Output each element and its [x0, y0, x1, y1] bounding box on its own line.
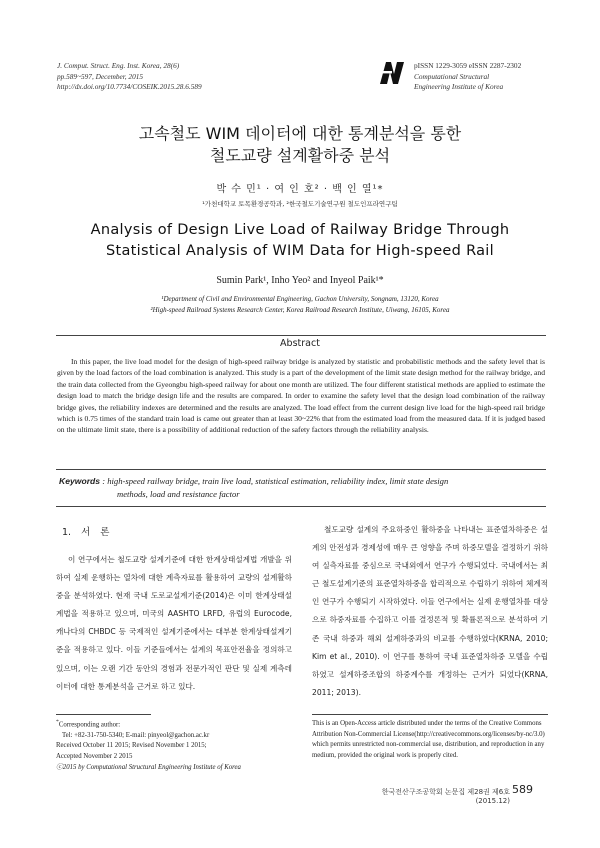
- footnote-rule-left: [56, 714, 151, 715]
- english-authors: Sumin Park¹, Inho Yeo² and Inyeol Paik¹*: [216, 275, 384, 286]
- page-number: 589: [512, 783, 533, 796]
- footnote-rule-right: [312, 714, 548, 715]
- body-paragraph-1: 이 연구에서는 철도교량 설계기준에 대한 한계상태설계법 개발을 위하여 실제 운행하는 열차에 대한 계측자료를 활용하여 교량의 설계활하중을 분석하였다. 현재 국내 도로교설계기준(2014)은 이미 한계상태설계법을 적용하고 있으며, 미국의 AASHTO LRFD, 유럽의 Eurocode, 캐나다의 CHBDC 등 국제적인 설계기준에서는 대부분 한계상태설계기준을 적용하고 있다. 이들 기준들에서는 설계의 목표안전율을 정의하고 있으며, 이는 오랜 기간 동안의 경험과 전문가적인 판단 및 실제 계측데이터에 대한 통계분석을 근거로 하고 있다.: [56, 555, 292, 691]
- journal-header-left: [57, 61, 202, 93]
- society-name-1: Computational Structural: [414, 71, 490, 81]
- body-column-right: [312, 521, 548, 702]
- footnote-left: *Corresponding author: Tel: +82-31-750-5340; E-mail: pinyeol@gachon.ac.kr Received October 11 2015; Revised November 1 2015; Accepted November 2 2015 ⓒ2015 by Computational Structural Engineering Institute of Korea: [56, 717, 296, 773]
- korean-title-line1: 고속철도 WIM 데이터에 대한 통계분석을 통한: [138, 124, 462, 143]
- body-column-left: [56, 551, 292, 696]
- copyright: ⓒ2015 by Computational Structural Engineering Institute of Korea: [56, 763, 241, 771]
- english-affiliation-1: ¹Department of Civil and Environmental Engineering, Gachon University, Songnam, 13120, Korea: [161, 295, 439, 303]
- journal-header-right: [414, 61, 521, 93]
- english-title-line1: Analysis of Design Live Load of Railway Bridge Through: [90, 222, 510, 238]
- cosek-logo-icon: [378, 60, 406, 86]
- abstract-top-rule: [56, 335, 546, 336]
- korean-affiliation: ¹가천대학교 토목환경공학과, ²한국철도기술연구원 철도인프라연구팀: [202, 200, 398, 208]
- abstract-bottom-rule: [56, 469, 546, 470]
- section-title-char2: 론: [100, 527, 110, 538]
- received-date: Received October 11 2015; Revised November 1 2015;: [56, 742, 207, 750]
- korean-title-line2: 철도교량 설계활하중 분석: [209, 146, 391, 165]
- accepted-date: Accepted November 2 2015: [56, 753, 133, 761]
- journal-pages: pp.589~597, December, 2015: [57, 71, 144, 81]
- corresponding-author-label: Corresponding author:: [58, 721, 121, 729]
- abstract-text: In this paper, the live load model for the design of high-speed railway bridge is analyzed by statistic and probabilistic methods and the safety level that is given by the load factors of the load combination is analyzed. This study is a part of the development of the limit state design method for the railway bridge, and the train data collected from the Gyeongbu high-speed railway for about one month are utilized. The four different statistical methods are applied to estimate the design load to match the bridge design life and the results are compared. In order to examine the safety level that the design load combination of the railway bridge gives, the reliability indexes are determined and the results are analyzed. The load effect from the current design live load for the high-speed rail bridge which is 0.75 times of the standard train load is came out greater than at least 30~22% that from the estimated load from the measured data. If it is judged based on the ultimate limit state, there is a possibility of additional reduction of the safety factors through the reliability analysis.: [57, 357, 545, 435]
- korean-authors: 박 수 민¹ · 여 인 호² · 백 인 열¹*: [216, 184, 384, 195]
- english-affiliation-2: ²High-speed Railroad Systems Research Center, Korea Railroad Research Institute, Uiwang, 16105, Korea: [150, 306, 450, 314]
- open-access-notice: This is an Open-Access article distributed under the terms of the Creative Commons Attribution Non-Commercial License(http://creativecommons.org/licenses/by-nc/3.0) which permits unrestricted non-commercial use, distribution, and reproduction in any medium, provided the original work is properly cited.: [312, 720, 545, 759]
- society-name-2: Engineering Institute of Korea: [414, 82, 504, 91]
- section-title-char1: 서: [81, 527, 91, 538]
- keywords-line2: methods, load and resistance factor: [117, 489, 240, 499]
- contact-info: Tel: +82-31-750-5340; E-mail: pinyeol@gachon.ac.kr: [62, 731, 210, 739]
- section-heading-introduction: [62, 524, 109, 538]
- english-title-line2: Statistical Analysis of WIM Data for High-speed Rail: [106, 243, 494, 259]
- issn: pISSN 1229-3059 eISSN 2287-2302: [414, 61, 522, 70]
- keywords-line1: : high-speed railway bridge, train live load, statistical estimation, reliability index, limit state design: [100, 476, 449, 486]
- keywords-label: Keywords: [59, 476, 101, 486]
- section-number: 1.: [62, 527, 72, 538]
- abstract-heading: Abstract: [280, 338, 320, 349]
- doi-link[interactable]: http://dx.doi.org/10.7734/COSEIK.2015.28.6.589: [57, 82, 202, 91]
- keywords-bottom-rule: [56, 506, 546, 507]
- journal-citation: J. Comput. Struct. Eng. Inst. Korea, 28(6): [57, 61, 180, 70]
- body-paragraph-2: 철도교량 설계의 주요하중인 활하중을 나타내는 표준열차하중은 설계의 안전성과 경제성에 매우 큰 영향을 주며 하중모델을 결정하기 위하여 실측자료를 중심으로 국내외에서 연구가 수행되었다. 국내에서는 최근 철도설계기준의 표준열차하중을 합리적으로 수립하기 위하여 체계적인 연구가 수행되기 시작하였다. 이들 연구에서는 실제 운행열차를 대상으로 하중자료를 수집하고 이를 결정론적 및 확률론적으로 분석하여 기존 국내 하중과 해외 설계하중과의 비교를 수행하였다(KRNA, 2010; Kim et al., 2010). 이 연구를 통하여 국내 표준열차하중 모델을 수립하였고 설계하중조합의 하중계수를 개정하는 근거가 되었다(KRNA, 2011; 2013).: [312, 525, 548, 697]
- journal-footer: 한국전산구조공학회 논문집 제28권 제6호(2015.12): [381, 788, 510, 805]
- keywords: [59, 475, 547, 501]
